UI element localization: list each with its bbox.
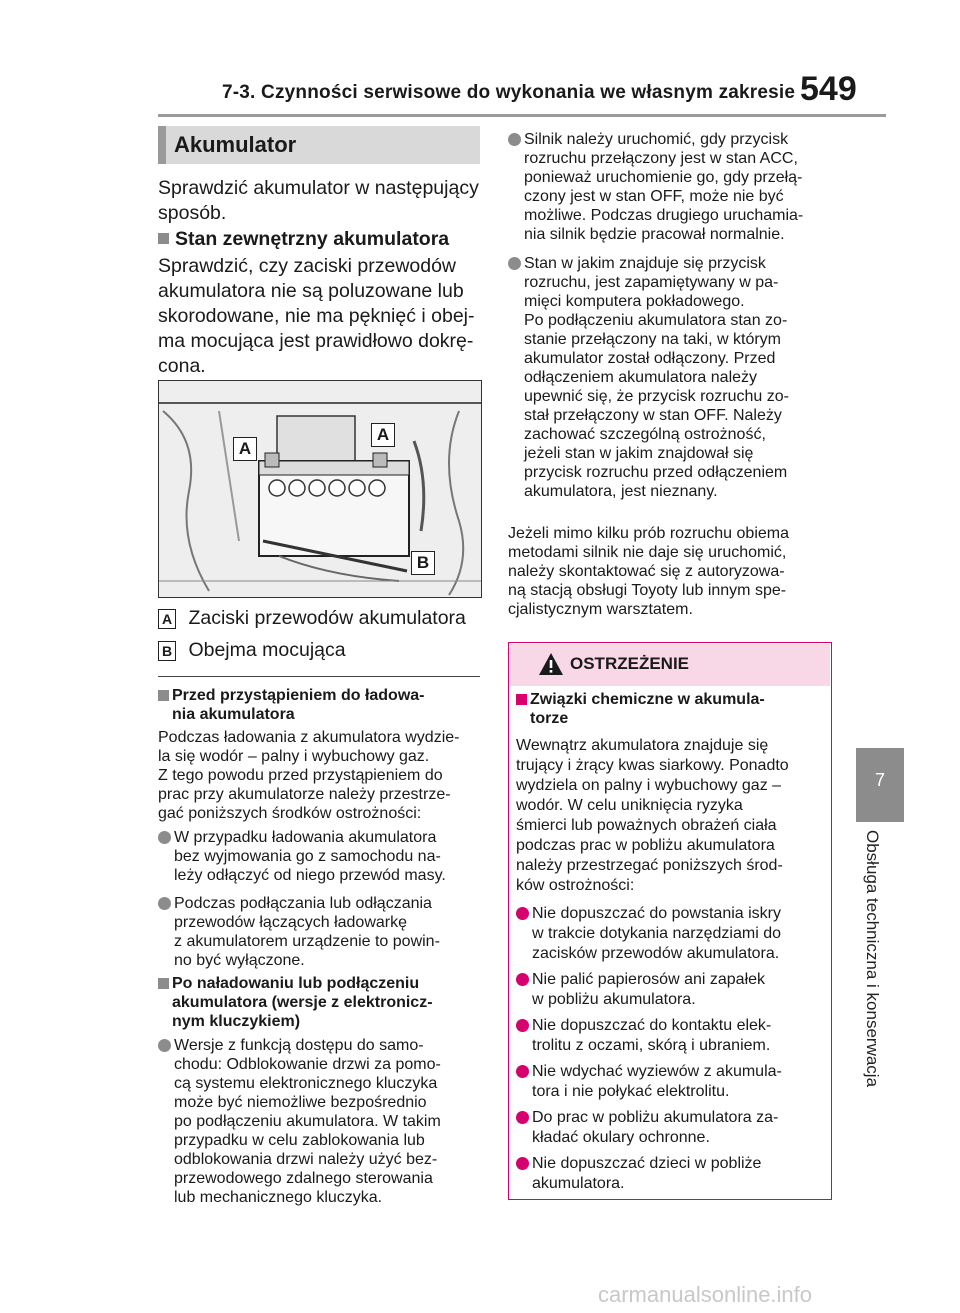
after-charging-bullet-1 bbox=[158, 1036, 488, 1207]
bullet-text: Nie dopuszczać do kontaktu elek- trolitu z oczami, skórą i ubraniem. bbox=[532, 1017, 772, 1054]
warning-bullet-1 bbox=[516, 904, 828, 964]
battery-illustration bbox=[158, 380, 482, 598]
before-charging-text: Podczas ładowania z akumulatora wydzie- la się wodór – palny i wybuchowy gaz. Z tego powodu przed przystąpieniem do prac przy akumulatorze należy przestrze- gać poniższych środków ostrożności: bbox=[158, 729, 460, 822]
bullet-dot-icon bbox=[508, 257, 521, 270]
warning-header bbox=[510, 644, 830, 686]
chapter-number: 7 bbox=[874, 770, 885, 790]
bullet-dot-icon bbox=[516, 1019, 529, 1032]
subheading-external-state bbox=[158, 228, 449, 251]
bullet-text: W przypadku ładowania akumulatora bez wyjmowania go z samochodu na- leży odłączyć od niego przewód masy. bbox=[174, 829, 446, 884]
bullet-dot-icon bbox=[516, 1065, 529, 1078]
subheading-text: Stan zewnętrzny akumulatora bbox=[175, 228, 450, 250]
section-title: Akumulator bbox=[174, 132, 297, 157]
bullet-dot-icon bbox=[158, 1039, 171, 1052]
bullet-text: Wersje z funkcją dostępu do samo- chodu: Odblokowanie drzwi za pomo- cą systemu elektronicznego kluczyka może być niemożliwe bezpośrednio po podłączeniu akumulatora. W takim przypadku w celu zablokowania lub odblokowania drzwi należy użyć bez- przewodowego zdalnego sterowania lub mechanicznego kluczyka. bbox=[174, 1037, 441, 1206]
before-charging-bullet-1 bbox=[158, 828, 488, 885]
square-bullet-icon bbox=[516, 694, 527, 705]
bullet-text: Do prac w pobliżu akumulatora za- kładać okulary ochronne. bbox=[532, 1109, 779, 1146]
before-charging-bullet-2 bbox=[158, 894, 488, 970]
warning-text: Wewnątrz akumulatora znajduje się trujący i żrący kwas siarkowy. Ponadto wydziela on palny i wybuchowy gaz – wodór. W celu uniknięcia ryzyka śmierci lub poważnych obrażeń ciała podczas prac w pobliżu akumulatora należy przestrzegać poniższych środ- ków ostrożności: bbox=[516, 737, 789, 894]
bullet-dot-icon bbox=[508, 133, 521, 146]
bullet-text: Nie dopuszczać do powstania iskry w trakcie dotykania narzędziami do zacisków przewodów akumulatora. bbox=[532, 905, 782, 962]
warning-subheading bbox=[516, 690, 826, 728]
legend-text-b: Obejma mocująca bbox=[188, 639, 346, 661]
bullet-dot-icon bbox=[516, 907, 529, 920]
warning-bullet-3 bbox=[516, 1016, 828, 1056]
after-charging-heading bbox=[158, 974, 488, 1031]
square-bullet-icon bbox=[158, 233, 169, 244]
bullet-text: Nie wdychać wyziewów z akumula- tora i nie połykać elektrolitu. bbox=[532, 1063, 782, 1100]
chapter-label: Obsługa techniczna i konserwacja bbox=[863, 830, 882, 1088]
bullet-dot-icon bbox=[158, 831, 171, 844]
page-number: 549 bbox=[800, 70, 857, 108]
after-charging-title: Po naładowaniu lub podłączeniu akumulatora (wersje z elektronicz- nym kluczykiem) bbox=[172, 975, 433, 1030]
section-intro: Sprawdzić akumulator w następujący sposób. bbox=[158, 177, 479, 224]
bullet-text: Stan w jakim znajduje się przycisk rozruchu, jest zapamiętywany w pa- mięci komputera pokładowego. Po podłączeniu akumulatora stan zo- stanie przełączony na taki, w którym akumulator został odłączony. Przed odłączeniem akumulatora należy upewnić się, że przycisk rozruchu zo- stał przełączony w stan OFF. Należy zachować szczególną ostrożność, jeżeli stan w jakim znajdował się przycisk rozruchu przed odłączeniem akumulatora, jest nieznany. bbox=[524, 255, 789, 500]
right-bullet-1 bbox=[508, 130, 838, 244]
legend-text-a: Zaciski przewodów akumulatora bbox=[188, 607, 466, 629]
square-bullet-icon bbox=[158, 978, 169, 989]
external-state-text: Sprawdzić, czy zaciski przewodów akumulatora nie są poluzowane lub skorodowane, nie ma pęknięć i obej- ma mocująca jest prawidłowo dokrę- cona. bbox=[158, 255, 475, 377]
legend-key-a: A bbox=[158, 609, 176, 629]
bullet-text: Nie palić papierosów ani zapałek w pobliżu akumulatora. bbox=[532, 971, 766, 1008]
divider-rule bbox=[158, 676, 480, 677]
header-rule bbox=[158, 114, 886, 117]
section-heading bbox=[158, 126, 480, 164]
bullet-dot-icon bbox=[158, 897, 171, 910]
callout-b: B bbox=[411, 551, 435, 575]
legend-a bbox=[158, 606, 488, 631]
watermark: carmanualsonline.info bbox=[598, 1282, 813, 1307]
legend-b bbox=[158, 638, 488, 663]
bullet-text: Podczas podłączania lub odłączania przewodów łączących ładowarkę z akumulatorem urządzenie to powin- no być wyłączone. bbox=[174, 895, 440, 969]
warning-subheading-text: Związki chemiczne w akumula- torze bbox=[530, 691, 765, 727]
right-bullet-2 bbox=[508, 254, 838, 501]
bullet-dot-icon bbox=[516, 1111, 529, 1124]
warning-bullet-6 bbox=[516, 1154, 828, 1194]
warning-bullet-4 bbox=[516, 1062, 828, 1102]
before-charging-title: Przed przystąpieniem do ładowa- nia akumulatora bbox=[172, 687, 425, 723]
bullet-dot-icon bbox=[516, 973, 529, 986]
bullet-text: Nie dopuszczać dzieci w pobliże akumulatora. bbox=[532, 1155, 762, 1192]
right-paragraph: Jeżeli mimo kilku prób rozruchu obiema metodami silnik nie daje się uruchomić, należy skontaktować się z autoryzowa- ną stacją obsługi Toyoty lub innym spe- cjalistycznym warsztatem. bbox=[508, 525, 789, 618]
running-header-title: 7-3. Czynności serwisowe do wykonania we własnym zakresie bbox=[222, 82, 796, 103]
square-bullet-icon bbox=[158, 690, 169, 701]
section-heading-bar bbox=[158, 126, 166, 164]
callout-a-left: A bbox=[233, 437, 257, 461]
warning-bullet-5 bbox=[516, 1108, 828, 1148]
before-charging-heading bbox=[158, 686, 488, 724]
warning-title: OSTRZEŻENIE bbox=[570, 654, 690, 673]
legend-key-b: B bbox=[158, 641, 176, 661]
bullet-dot-icon bbox=[516, 1157, 529, 1170]
warning-triangle-icon bbox=[538, 652, 564, 676]
warning-bullet-2 bbox=[516, 970, 828, 1010]
bullet-text: Silnik należy uruchomić, gdy przycisk rozruchu przełączony jest w stan ACC, ponieważ uruchomienie go, gdy przełą- czony jest w stan OFF, może nie być możliwe. Podczas drugiego uruchamia- nia silnik będzie pracował normalnie. bbox=[524, 131, 804, 243]
callout-a-right: A bbox=[371, 423, 395, 447]
